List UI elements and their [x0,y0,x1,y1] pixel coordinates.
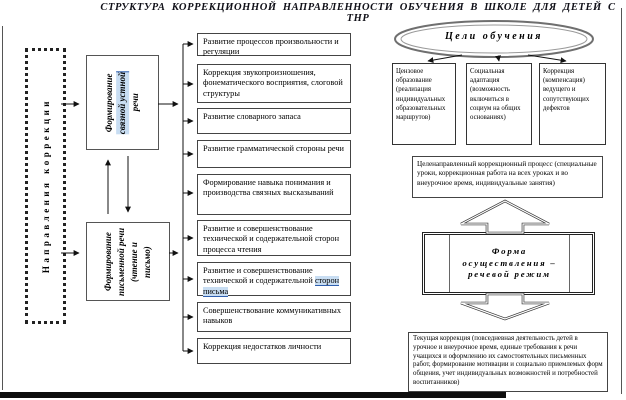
big-down-arrow [461,294,549,319]
arrow-goals-to-defects [528,55,566,61]
speech-regime-left-panel [425,235,450,292]
task-box-communication [197,302,351,332]
page-title: СТРУКТУРА КОРРЕКЦИОННОЙ НАПРАВЛЕННОСТИ ОБУЧЕНИЯ В ШКОЛЕ ДЛЯ ДЕТЕЙ С ТНР [100,2,616,24]
speech-regime-label: Форма осуществления – речевой режим [462,245,557,280]
oral-label-pre: Формирование [103,73,114,132]
bottom-scan-band [0,392,506,398]
task-box-writing [197,262,351,296]
task-box-reading [197,220,351,256]
oral-label-highlight: связной устной [116,71,129,134]
correction-process-box: Целенаправленный коррекционный процесс (специальные уроки, коррекционная работа на всех уроках и во внеурочное время, индивидуальные занятия) [412,156,603,198]
task-box-vocabulary [197,108,351,134]
oral-speech-formation-box [86,55,159,150]
goal-box-defect-correction: Коррекция (компенсация) ведущего и сопутствующих дефектов [539,63,606,145]
task-box-text: Коррекция недостатков личности [203,342,322,351]
current-correction-box: Текущая коррекция (повседневная деятельность детей в урочное и внеурочное время, единые требования к речи учащихся и оформлению их самостоятельных письменных работ, формирование мотивации и социально приемлемых форм общения, учет индивидуальных возможностей и потребностей воспитанников) [408,332,608,392]
task-box-sound-correction [197,64,351,103]
directions-box [25,48,66,324]
task-box-text: Развитие словарного запаса [203,112,301,121]
big-up-arrow [461,201,549,233]
task-box-text: Совершенствование коммуникативных навыков [203,306,341,326]
task-box-text: Формирование навыка понимания и производства связных высказываний [203,178,334,198]
task-box-text: Развитие и совершенствование технической и содержательной сторон процесса чтения [203,224,340,254]
goals-ellipse-label: Цели обучения [445,31,543,42]
oral-label-post: речи [130,93,141,112]
goal-box-education: Цензовое образование (реализация индивидуальных образовательных маршрутов) [392,63,456,145]
left-border-line [2,26,3,390]
right-border-line [621,8,622,394]
task-box-text: Развитие процессов произвольности и регуляции [203,37,339,57]
directions-label: Направления коррекции [40,98,51,274]
oral-speech-formation-label [103,71,142,134]
goal-box-adaptation: Социальная адаптация (возможность включиться в социум на общих основаниях) [466,63,532,145]
task-box-personality [197,338,351,364]
written-speech-formation-box [86,222,170,301]
task-box-text: Коррекция звукопроизношения, фонематического восприятия, слоговой структуры [203,68,343,98]
task-box-regulation [197,33,351,56]
written-speech-formation-label: Формирование письменной речи (чтение и письмо) [102,227,153,296]
task-box-coherent-utterances [197,174,351,215]
task-box-text: Развитие грамматической стороны речи [203,144,344,153]
speech-regime-box [422,232,595,295]
task-box-highlight: сторон письма [203,276,340,296]
arrow-goals-to-adaptation [498,56,499,61]
task-box-text: Развитие и совершенствование технической и содержательной [203,266,313,286]
arrow-goals-to-education [428,55,462,61]
task-box-grammar [197,140,351,168]
speech-regime-right-panel [569,235,592,292]
